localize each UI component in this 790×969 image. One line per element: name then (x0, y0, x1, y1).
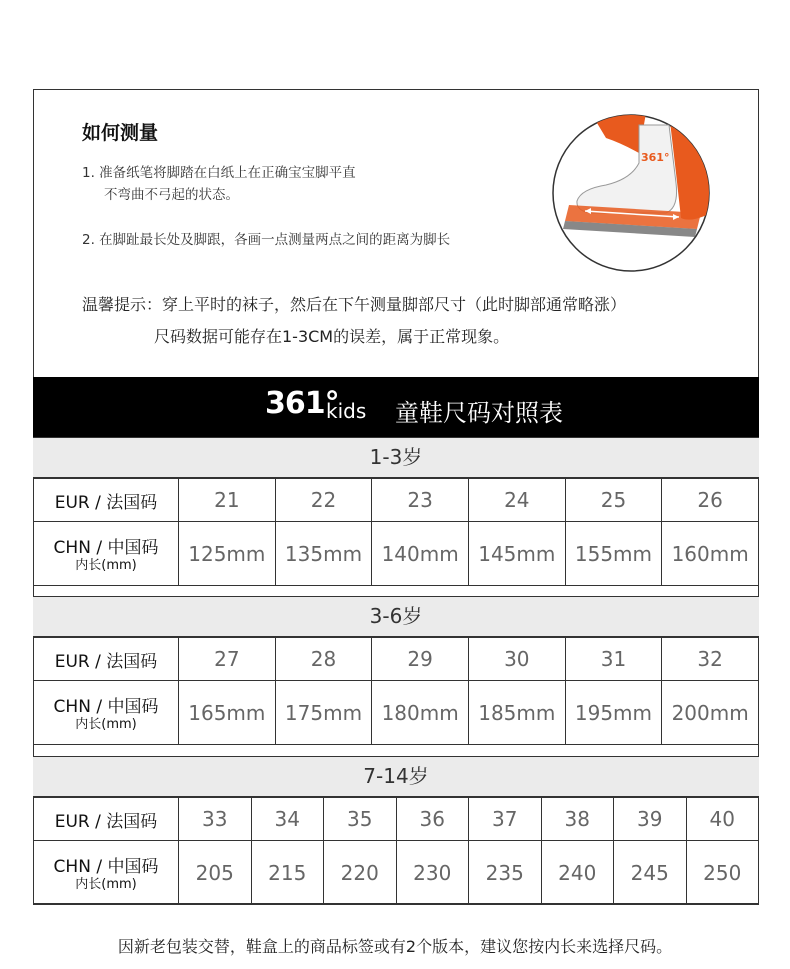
eur-label: EUR / 法国码 (34, 798, 179, 841)
footer-note: 因新老包装交替，鞋盒上的商品标签或有2个版本，建议您按内长来选择尺码。 (117, 937, 673, 956)
chn-cell: 230 (396, 841, 469, 905)
size-table-3-6 (33, 637, 759, 745)
eur-row (34, 798, 759, 841)
eur-cell: 26 (662, 479, 759, 522)
eur-row (34, 479, 759, 522)
eur-label: EUR / 法国码 (34, 479, 179, 522)
eur-cell: 23 (372, 479, 469, 522)
chn-label-main: CHN / 中国码 (53, 538, 159, 558)
size-table-1-3 (33, 478, 759, 586)
chn-label (34, 522, 179, 586)
chn-cell: 205 (179, 841, 252, 905)
chn-label-main: CHN / 中国码 (53, 697, 159, 717)
chn-cell: 245 (614, 841, 687, 905)
eur-cell: 36 (396, 798, 469, 841)
brand-logo-sub: kids (326, 399, 367, 423)
sock-logo-text: 361° (641, 151, 670, 164)
chn-cell: 185mm (468, 681, 565, 745)
age-section-header: 7-14岁 (33, 756, 759, 797)
eur-cell: 29 (372, 638, 469, 681)
eur-cell: 24 (468, 479, 565, 522)
age-section-header: 3-6岁 (33, 596, 759, 637)
eur-cell: 21 (179, 479, 276, 522)
eur-cell: 35 (324, 798, 397, 841)
eur-cell: 32 (662, 638, 759, 681)
size-table-7-14 (33, 797, 759, 905)
eur-cell: 33 (179, 798, 252, 841)
measure-step-1-line2: 不弯曲不弓起的状态。 (104, 187, 239, 203)
section-gap (33, 585, 759, 595)
brand-logo: 361° (265, 386, 339, 421)
foot-measure-illustration (551, 113, 711, 273)
chn-label-sub: 内长(mm) (75, 877, 137, 892)
chn-cell: 125mm (179, 522, 276, 586)
chn-cell: 200mm (662, 681, 759, 745)
chn-row (34, 681, 759, 745)
chn-label (34, 681, 179, 745)
chn-label-main: CHN / 中国码 (53, 857, 159, 877)
chn-label-sub: 内长(mm) (75, 717, 137, 732)
chn-cell: 155mm (565, 522, 662, 586)
eur-cell: 27 (179, 638, 276, 681)
chn-cell: 235 (469, 841, 542, 905)
section-gap (33, 744, 759, 754)
eur-cell: 30 (468, 638, 565, 681)
age-section-header: 1-3岁 (33, 437, 759, 478)
chn-cell: 220 (324, 841, 397, 905)
chn-label (34, 841, 179, 905)
eur-cell: 40 (686, 798, 759, 841)
measure-tip-line2: 尺码数据可能存在1-3CM的误差，属于正常现象。 (154, 327, 510, 346)
chn-cell: 175mm (275, 681, 372, 745)
eur-row (34, 638, 759, 681)
measure-tip (82, 289, 626, 353)
size-chart-banner (33, 377, 759, 437)
chn-row (34, 841, 759, 905)
eur-cell: 38 (541, 798, 614, 841)
eur-cell: 25 (565, 479, 662, 522)
chart-title: 童鞋尺码对照表 (395, 399, 563, 427)
chn-row (34, 522, 759, 586)
eur-cell: 22 (275, 479, 372, 522)
eur-label: EUR / 法国码 (34, 638, 179, 681)
eur-cell: 31 (565, 638, 662, 681)
chn-cell: 240 (541, 841, 614, 905)
chn-cell: 135mm (275, 522, 372, 586)
chn-cell: 140mm (372, 522, 469, 586)
chn-cell: 180mm (372, 681, 469, 745)
measure-tip-line1: 温馨提示：穿上平时的袜子，然后在下午测量脚部尺寸（此时脚部通常略涨） (82, 295, 627, 314)
eur-cell: 37 (469, 798, 542, 841)
eur-cell: 39 (614, 798, 687, 841)
measure-step-1 (82, 162, 356, 206)
measure-title: 如何测量 (82, 122, 159, 144)
eur-cell: 28 (275, 638, 372, 681)
eur-cell: 34 (251, 798, 324, 841)
chn-cell: 145mm (468, 522, 565, 586)
chn-cell: 160mm (662, 522, 759, 586)
chn-cell: 250 (686, 841, 759, 905)
chn-label-sub: 内长(mm) (75, 558, 137, 573)
measure-step-1-line1: 1. 准备纸笔将脚踏在白纸上在正确宝宝脚平直 (82, 165, 356, 181)
chn-cell: 215 (251, 841, 324, 905)
chn-cell: 165mm (179, 681, 276, 745)
chn-cell: 195mm (565, 681, 662, 745)
measure-step-2: 2. 在脚趾最长处及脚跟，各画一点测量两点之间的距离为脚长 (82, 232, 451, 248)
